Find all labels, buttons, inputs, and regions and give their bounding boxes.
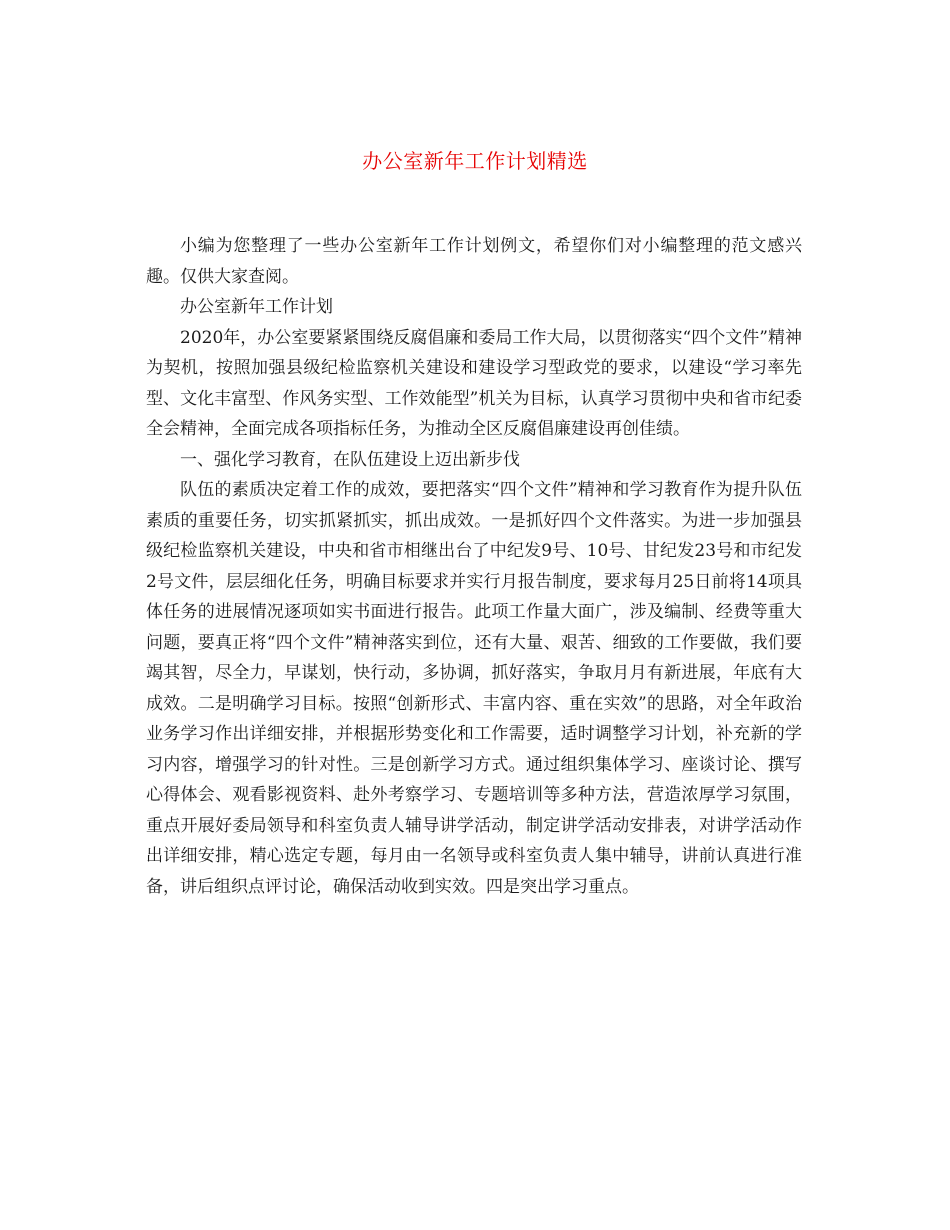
intro-paragraph: 小编为您整理了一些办公室新年工作计划例文，希望你们对小编整理的范文感兴趣。仅供大家查阅。 bbox=[146, 236, 802, 287]
overview-paragraph: 2020年，办公室要紧紧围绕反腐倡廉和委局工作大局，以贯彻落实“四个文件”精神为契机，按照加强县级纪检监察机关建设和建设学习型政党的要求，以建设“学习率先型、文化丰富型、作风务实型、工作效能型”机关为目标，认真学习贯彻中央和省市纪委全会精神，全面完成各项指标任务，为推动全区反腐倡廉建设再创佳绩。 bbox=[146, 327, 802, 439]
detail-paragraph: 队伍的素质决定着工作的成效，要把落实“四个文件”精神和学习教育作为提升队伍素质的重要任务，切实抓紧抓实，抓出成效。一是抓好四个文件落实。为进一步加强县级纪检监察机关建设，中央和省市相继出台了中纪发9号、10号、甘纪发23号和市纪发2号文件，层层细化任务，明确目标要求并实行月报告制度，要求每月25日前将14项具体任务的进展情况逐项如实书面进行报告。此项工作量大面广，涉及编制、经费等重大问题，要真正将“四个文件”精神落实到位，还有大量、艰苦、细致的工作要做，我们要竭其智，尽全力，早谋划，快行动，多协调，抓好落实，争取月月有新进展，年底有大成效。二是明确学习目标。按照“创新形式、丰富内容、重在实效”的思路，对全年政治业务学习作出详细安排，并根据形势变化和工作需要，适时调整学习计划，补充新的学习内容，增强学习的针对性。三是创新学习方式。通过组织集体学习、座谈讨论、撰写心得体会、观看影视资料、赴外考察学习、专题培训等多种方法，营造浓厚学习氛围，重点开展好委局领导和科室负责人辅导讲学活动，制定讲学活动安排表，对讲学活动作出详细安排，精心选定专题，每月由一名领导或科室负责人集中辅导，讲前认真进行准备，讲后组织点评讨论，确保活动收到实效。四是突出学习重点。 bbox=[146, 480, 802, 897]
section-heading: 办公室新年工作计划 bbox=[180, 297, 333, 317]
document-title: 办公室新年工作计划精选 bbox=[362, 149, 588, 173]
document-body bbox=[146, 231, 802, 902]
subsection-heading: 一、强化学习教育，在队伍建设上迈出新步伐 bbox=[180, 449, 520, 470]
